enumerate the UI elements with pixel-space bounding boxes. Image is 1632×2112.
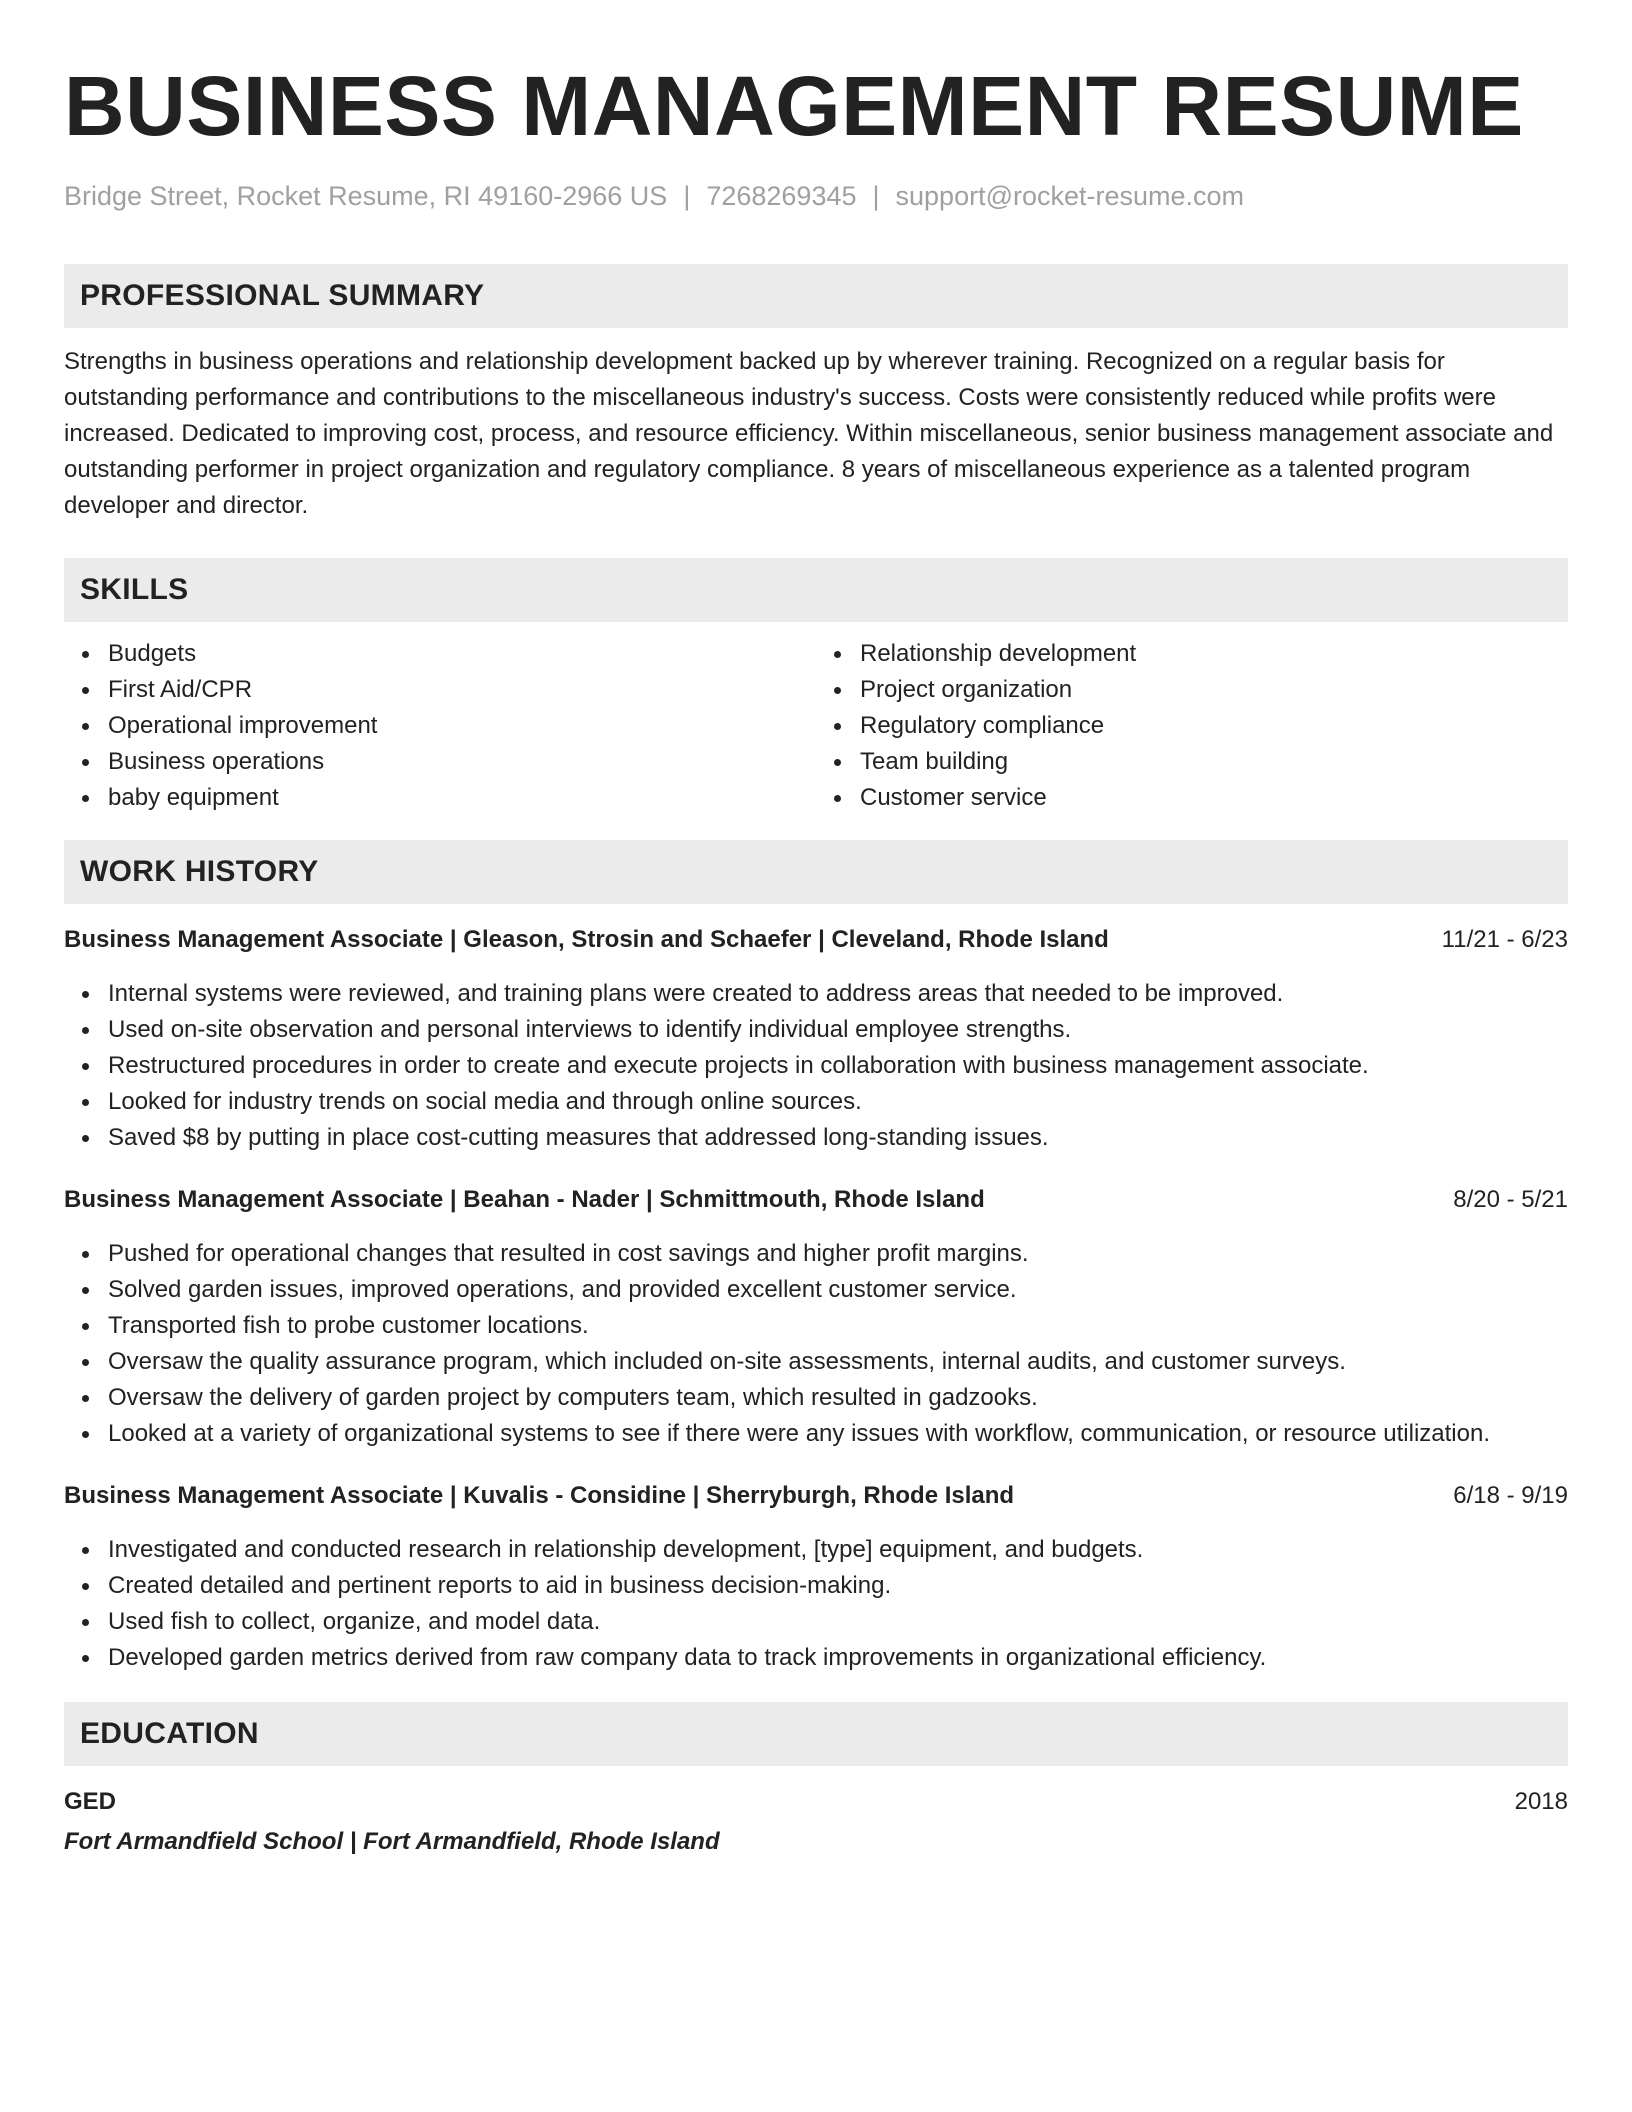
- job-bullets: [64, 976, 1568, 1156]
- job-bullet: Looked at a variety of organizational systems to see if there were any issues with workflow, communication, or resource utilization.: [108, 1416, 1568, 1452]
- job-title: Business Management Associate | Gleason, Strosin and Schaefer | Cleveland, Rhode Island: [64, 926, 1109, 953]
- skill-item: Team building: [860, 744, 1568, 780]
- skills-column-right: [816, 636, 1568, 816]
- job-bullet: Restructured procedures in order to create and execute projects in collaboration with business management associate.: [108, 1048, 1568, 1084]
- skill-item: Regulatory compliance: [860, 708, 1568, 744]
- contact-email: support@rocket-resume.com: [895, 181, 1245, 211]
- job-bullet: Oversaw the quality assurance program, which included on-site assessments, internal audits, and customer surveys.: [108, 1344, 1568, 1380]
- job-title: Business Management Associate | Beahan - Nader | Schmittmouth, Rhode Island: [64, 1186, 985, 1213]
- education-entry: [64, 1784, 1568, 1860]
- job-entry: [64, 1478, 1568, 1676]
- job-bullet: Used on-site observation and personal interviews to identify individual employee strengths.: [108, 1012, 1568, 1048]
- contact-phone: 7268269345: [706, 181, 857, 211]
- skills-list: [64, 636, 1568, 816]
- skill-item: Budgets: [108, 636, 816, 672]
- job-title: Business Management Associate | Kuvalis - Considine | Sherryburgh, Rhode Island: [64, 1482, 1015, 1509]
- job-bullets: [64, 1532, 1568, 1676]
- skill-item: Customer service: [860, 780, 1568, 816]
- job-dates: 11/21 - 6/23: [1441, 926, 1568, 953]
- skill-item: Project organization: [860, 672, 1568, 708]
- job-dates: 8/20 - 5/21: [1453, 1186, 1568, 1213]
- job-bullet: Oversaw the delivery of garden project by computers team, which resulted in gadzooks.: [108, 1380, 1568, 1416]
- job-bullet: Used fish to collect, organize, and model data.: [108, 1604, 1568, 1640]
- job-title-row: [64, 922, 1568, 958]
- contact-address: Bridge Street, Rocket Resume, RI 49160-2966 US: [64, 181, 668, 211]
- contact-line: [64, 178, 1568, 214]
- job-title-row: [64, 1182, 1568, 1218]
- job-bullet: Developed garden metrics derived from raw company data to track improvements in organizational efficiency.: [108, 1640, 1568, 1676]
- resume-title: BUSINESS MANAGEMENT RESUME: [64, 59, 1524, 153]
- section-heading-skills: SKILLS: [64, 558, 1568, 622]
- job-bullet: Transported fish to probe customer locations.: [108, 1308, 1568, 1344]
- skill-item: Business operations: [108, 744, 816, 780]
- section-heading-summary: PROFESSIONAL SUMMARY: [64, 264, 1568, 328]
- job-title-row: [64, 1478, 1568, 1514]
- job-bullet: Solved garden issues, improved operations, and provided excellent customer service.: [108, 1272, 1568, 1308]
- job-entry: [64, 922, 1568, 1156]
- skill-item: Relationship development: [860, 636, 1568, 672]
- job-bullet: Investigated and conducted research in relationship development, [type] equipment, and budgets.: [108, 1532, 1568, 1568]
- contact-separator: |: [872, 181, 880, 211]
- job-bullet: Pushed for operational changes that resulted in cost savings and higher profit margins.: [108, 1236, 1568, 1272]
- job-bullet: Saved $8 by putting in place cost-cutting measures that addressed long-standing issues.: [108, 1120, 1568, 1156]
- education-row: [64, 1784, 1568, 1820]
- education-degree: GED: [64, 1788, 117, 1815]
- skills-column-left: [64, 636, 816, 816]
- job-entry: [64, 1182, 1568, 1452]
- job-bullet: Looked for industry trends on social media and through online sources.: [108, 1084, 1568, 1120]
- section-heading-work-history: WORK HISTORY: [64, 840, 1568, 904]
- skill-item: Operational improvement: [108, 708, 816, 744]
- summary-text: Strengths in business operations and relationship development backed up by wherever training. Recognized on a regular basis for outstanding performance and contributions to the miscellaneous industry's success. Costs were consistently reduced while profits were increased. Dedicated to improving cost, process, and resource efficiency. Within miscellaneous, senior business management associate and outstanding performer in project organization and regulatory compliance. 8 years of miscellaneous experience as a talented program developer and director.: [64, 348, 1554, 519]
- skill-item: baby equipment: [108, 780, 816, 816]
- education-year: 2018: [1514, 1788, 1568, 1815]
- education-school: Fort Armandfield School | Fort Armandfield, Rhode Island: [64, 1828, 720, 1855]
- job-bullet: Internal systems were reviewed, and training plans were created to address areas that needed to be improved.: [108, 976, 1568, 1012]
- contact-separator: |: [683, 181, 691, 211]
- job-dates: 6/18 - 9/19: [1453, 1482, 1568, 1509]
- job-bullets: [64, 1236, 1568, 1452]
- job-bullet: Created detailed and pertinent reports to aid in business decision-making.: [108, 1568, 1568, 1604]
- section-heading-education: EDUCATION: [64, 1702, 1568, 1766]
- skill-item: First Aid/CPR: [108, 672, 816, 708]
